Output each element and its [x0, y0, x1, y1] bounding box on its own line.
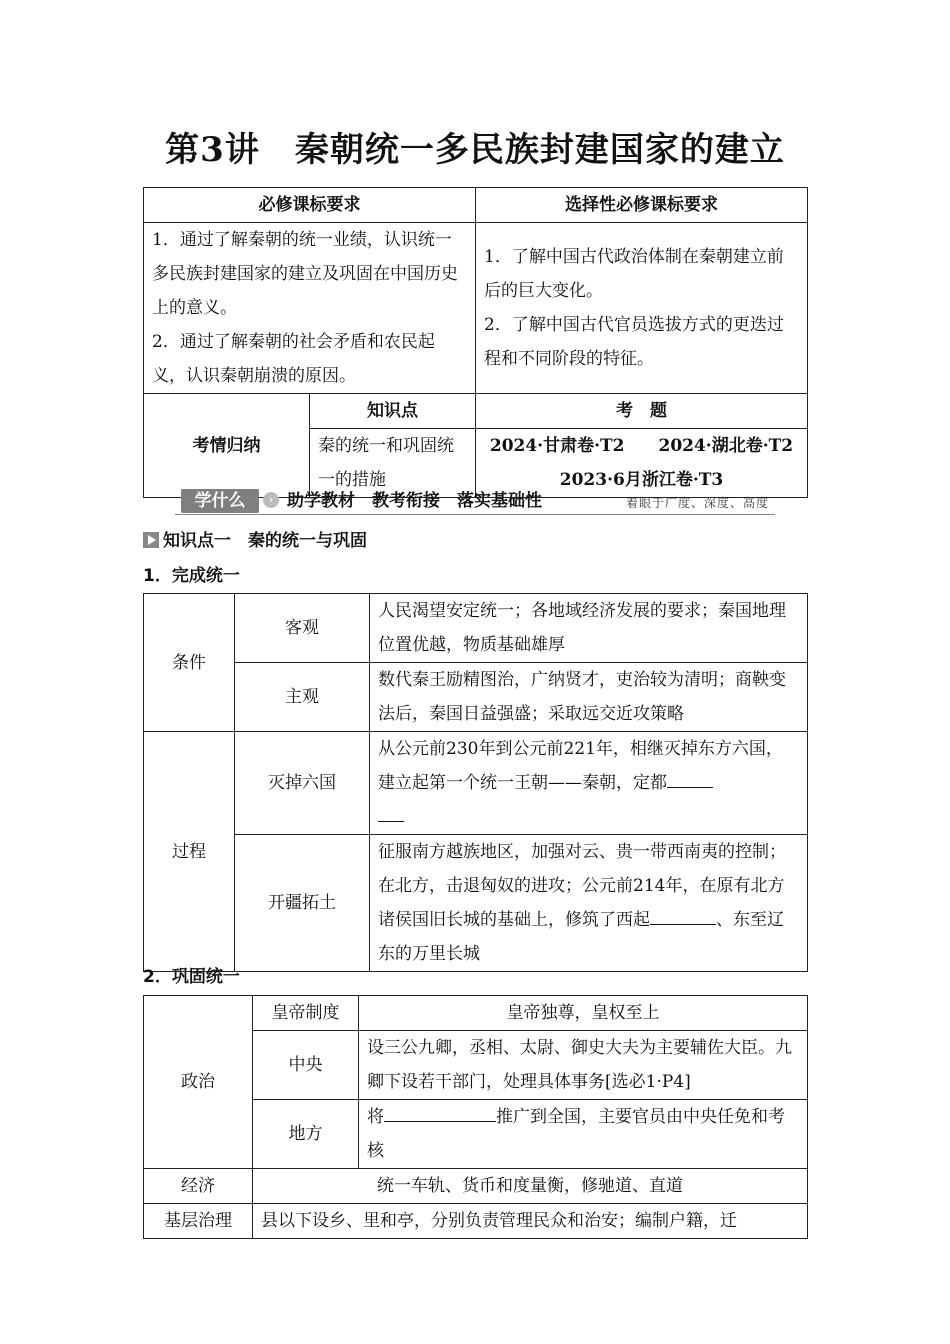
exam-header: 考 题 [476, 394, 808, 429]
section-banner [175, 488, 775, 515]
elective-item: 1．了解中国古代政治体制在秦朝建立前后的巨大变化。 [484, 247, 784, 301]
knowledge-point-heading: 知识点一 秦的统一与巩固 [143, 526, 367, 551]
conditions-label: 条件 [144, 594, 235, 732]
exam-summary-label: 考情归纳 [144, 394, 310, 498]
banner-tag: 学什么 [181, 489, 259, 513]
expand-territory-label: 开疆拓土 [235, 835, 370, 972]
politics-label: 政治 [144, 996, 253, 1169]
economy-label: 经济 [144, 1169, 253, 1204]
objective-label: 客观 [235, 594, 370, 663]
objective-text: 人民渴望安定统一；各地域经济发展的要求；秦国地理位置优越，物质基础雄厚 [370, 594, 808, 663]
play-triangle-icon [143, 532, 159, 548]
destroy-six-states-label: 灭掉六国 [235, 732, 370, 835]
local-label: 地方 [253, 1100, 359, 1169]
fill-blank[interactable] [667, 786, 713, 788]
requirements-table [143, 187, 828, 498]
grassroots-text: 县以下设乡、里和亭，分别负责管理民众和治安；编制户籍，迁 [253, 1204, 808, 1239]
economy-text: 统一车轨、货币和度量衡，修驰道、直道 [253, 1169, 808, 1204]
fill-blank[interactable] [650, 923, 716, 925]
elective-content [476, 223, 808, 394]
banner-motto: 着眼于广度、深度、高度 [625, 496, 769, 510]
local-text: 将 推广到全国，主要官员由中央任免和考核 [359, 1100, 808, 1169]
page-title: 第3讲 秦朝统一多民族封建国家的建立 [165, 130, 785, 170]
elective-item: 2．了解中国古代官员选拔方式的更迭过程和不同阶段的特征。 [484, 315, 784, 369]
unification-table [143, 593, 808, 972]
subjective-label: 主观 [235, 663, 370, 732]
central-text: 设三公九卿，丞相、太尉、御史大夫为主要辅佐大臣。九卿下设若干部门，处理具体事务[选必1·P4] [359, 1031, 808, 1100]
destroy-six-states-text: 从公元前230年到公元前221年，相继灭掉东方六国，建立起第一个统一王朝——秦朝，定都 [370, 732, 808, 835]
required-item: 1．通过了解秦朝的统一业绩，认识统一多民族封建国家的建立及巩固在中国历史上的意义。 [152, 230, 458, 318]
emperor-system-text: 皇帝独尊，皇权至上 [359, 996, 808, 1031]
emperor-system-label: 皇帝制度 [253, 996, 359, 1031]
fill-blank-cont [378, 820, 404, 822]
knowledge-value: 秦的统一和巩固统一的措施 [310, 429, 476, 498]
subjective-text: 数代秦王励精图治，广纳贤才，吏治较为清明；商鞅变法后，秦国日益强盛；采取远交近攻策略 [370, 663, 808, 732]
elective-header: 选择性必修课标要求 [476, 188, 808, 223]
required-content [144, 223, 476, 394]
process-label: 过程 [144, 732, 235, 972]
required-header: 必修课标要求 [144, 188, 476, 223]
fill-blank[interactable] [384, 1120, 496, 1122]
exam-value: 2024·甘肃卷·T2 2024·湖北卷·T2 2023·6月浙江卷·T3 [476, 429, 808, 498]
subheading-complete-unification: 1．完成统一 [143, 566, 240, 586]
expand-territory-text: 征服南方越族地区，加强对云、贵一带西南夷的控制；在北方，击退匈奴的进攻；公元前214年，在原有北方诸侯国旧长城的基础上，修筑了西起 、东至辽东的万里长城 [370, 835, 808, 972]
grassroots-label: 基层治理 [144, 1204, 253, 1239]
required-item: 2．通过了解秦朝的社会矛盾和农民起义，认识秦朝崩溃的原因。 [152, 332, 435, 386]
consolidation-table [143, 995, 808, 1239]
knowledge-header: 知识点 [310, 394, 476, 429]
central-label: 中央 [253, 1031, 359, 1100]
subheading-consolidate-unification: 2．巩固统一 [143, 967, 240, 987]
banner-text: 助学教材 教考衔接 落实基础性 [287, 491, 542, 511]
chevron-right-icon: › [263, 492, 279, 508]
